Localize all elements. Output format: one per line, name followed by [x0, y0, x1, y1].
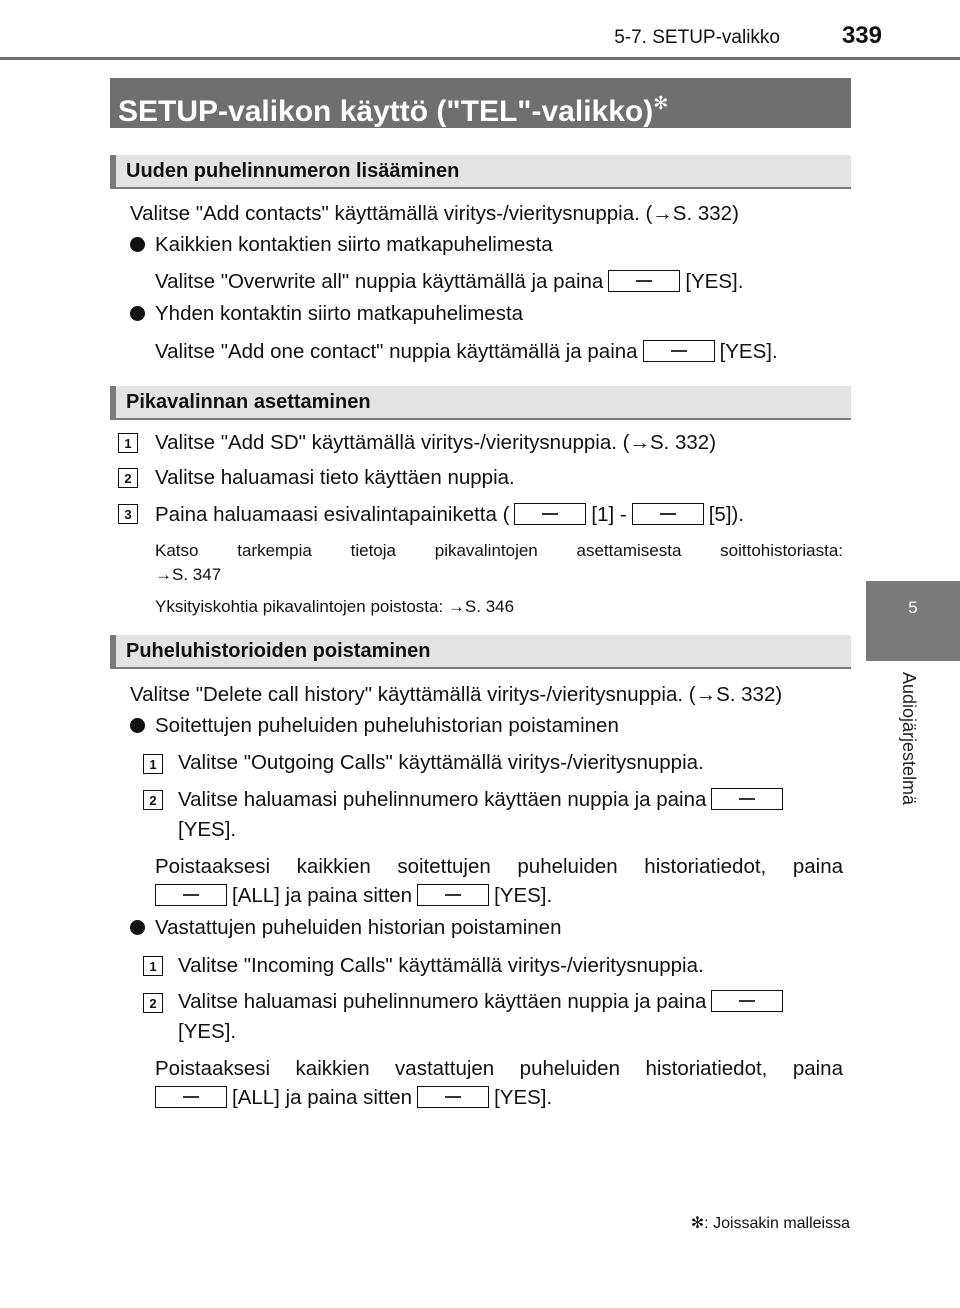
- text-line: [ALL] ja paina sitten [YES].: [150, 884, 552, 908]
- asterisk-icon: ✻: [690, 1215, 705, 1232]
- section-heading-delete-history: Puheluhistorioiden poistaminen: [110, 635, 851, 669]
- text-line: Poistaaksesi kaikkien vastattujen puheluiden historiatiedot, paina: [155, 1057, 843, 1080]
- bullet-icon: [130, 920, 145, 935]
- step-number: 1: [143, 956, 163, 976]
- text-line: [YES].: [178, 818, 237, 841]
- header-rule: [0, 57, 960, 60]
- note-text: Katso tarkempia tietoja pikavalintojen asettamisesta soittohistoriasta:: [155, 541, 843, 560]
- step-text: Valitse haluamasi tieto käyttäen nuppia.: [155, 466, 515, 489]
- text-line: [YES].: [178, 1020, 237, 1043]
- chapter-tab: [866, 581, 960, 661]
- button-icon: [155, 884, 227, 906]
- chapter-label: Audiojärjestelmä: [899, 672, 919, 806]
- text-line: [ALL] ja paina sitten [YES].: [150, 1086, 552, 1110]
- step-text: Valitse "Outgoing Calls" käyttämällä viritys-/vieritysnuppia.: [178, 751, 704, 774]
- text-line: Valitse "Delete call history" käyttämällä viritys-/vieritysnuppia. (→S. 332): [130, 683, 783, 706]
- chapter-number: 5: [908, 598, 918, 617]
- button-icon: [155, 1086, 227, 1108]
- step-number: 2: [143, 790, 163, 810]
- step-number: 1: [143, 754, 163, 774]
- button-icon: [711, 788, 783, 810]
- note-text: Yksityiskohtia pikavalintojen poistosta: →S. 346: [155, 597, 515, 616]
- button-icon: [643, 340, 715, 362]
- button-icon: [514, 503, 586, 525]
- header-section: 5-7. SETUP-valikko: [614, 27, 780, 48]
- step-text: Paina haluamaasi esivalintapainiketta ( [1] - [5]).: [155, 503, 745, 526]
- bullet-text: Yhden kontaktin siirto matkapuhelimesta: [155, 302, 524, 325]
- step-number: 1: [118, 433, 138, 453]
- step-text: Valitse "Add SD" käyttämällä viritys-/vieritysnuppia. (→S. 332): [155, 431, 717, 454]
- footnote: ✻: Joissakin malleissa: [690, 1215, 850, 1232]
- text-line: Valitse "Add one contact" nuppia käyttämällä ja paina [YES].: [155, 340, 778, 363]
- step-number: 2: [118, 468, 138, 488]
- step-text: Valitse haluamasi puhelinnumero käyttäen nuppia ja paina: [178, 990, 788, 1014]
- step-text: Valitse "Incoming Calls" käyttämällä viritys-/vieritysnuppia.: [178, 954, 704, 977]
- bullet-icon: [130, 718, 145, 733]
- bullet-icon: [130, 237, 145, 252]
- bullet-icon: [130, 306, 145, 321]
- step-number: 2: [143, 993, 163, 1013]
- asterisk-icon: ✻: [653, 93, 669, 113]
- page-title: [110, 78, 851, 128]
- section-heading-speed-dial: Pikavalinnan asettaminen: [110, 386, 851, 420]
- bullet-text: Kaikkien kontaktien siirto matkapuhelimesta: [155, 233, 553, 256]
- note-link: →S. 347: [155, 565, 222, 584]
- step-text: Valitse haluamasi puhelinnumero käyttäen nuppia ja paina: [178, 788, 788, 812]
- button-icon: [608, 270, 680, 292]
- page-title-text: SETUP-valikon käyttö ("TEL"-valikko): [118, 95, 654, 128]
- button-icon: [711, 990, 783, 1012]
- section-heading-add-number: Uuden puhelinnumeron lisääminen: [110, 155, 851, 189]
- text-line: Valitse "Add contacts" käyttämällä viritys-/vieritysnuppia. (→S. 332): [130, 202, 739, 225]
- text-line: Valitse "Overwrite all" nuppia käyttämällä ja paina [YES].: [155, 270, 744, 293]
- step-number: 3: [118, 504, 138, 524]
- bullet-text: Soitettujen puheluiden puheluhistorian poistaminen: [155, 714, 619, 737]
- button-icon: [417, 884, 489, 906]
- bullet-text: Vastattujen puheluiden historian poistaminen: [155, 916, 562, 939]
- text-line: Poistaaksesi kaikkien soitettujen puheluiden historiatiedot, paina: [155, 855, 843, 878]
- page-number: 339: [841, 22, 882, 49]
- button-icon: [632, 503, 704, 525]
- button-icon: [417, 1086, 489, 1108]
